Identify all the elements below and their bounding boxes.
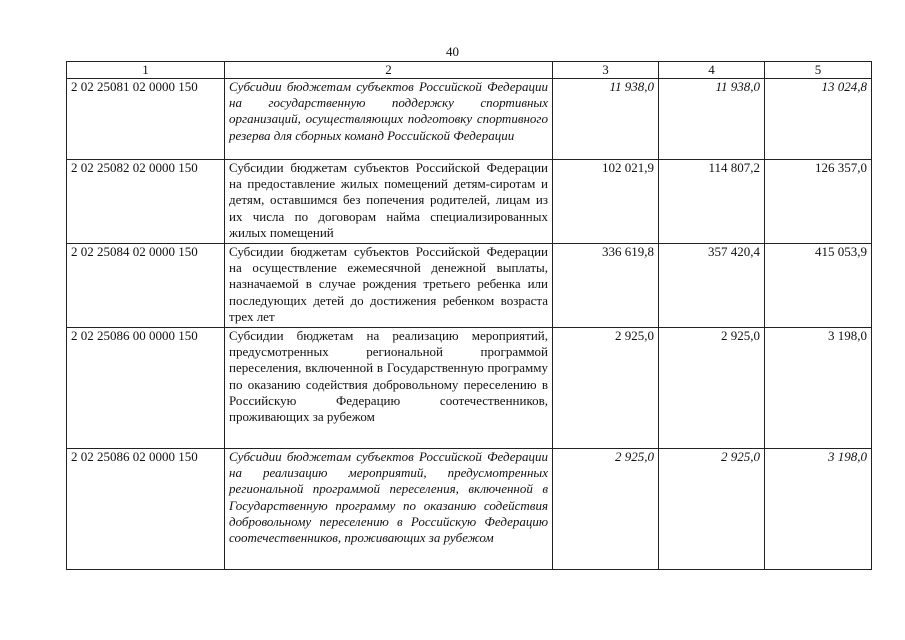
amount-col5: 3 198,0 [765,449,872,570]
amount-col3: 102 021,9 [553,160,659,244]
row-description: Субсидии бюджетам на реализацию мероприятий, предусмотренных региональной программой переселения, включенной в Государственную программу по оказанию содействия добровольному переселению в Российскую Федерацию соотечественников, проживающих за рубежом [225,328,553,449]
row-description: Субсидии бюджетам субъектов Российской Федерации на осуществление ежемесячной денежной выплаты, назначаемой в случае рождения третьего ребенка или последующих детей до достижения ребенком возраста трех лет [225,244,553,328]
budget-code: 2 02 25081 02 0000 150 [67,79,225,160]
table-row [67,160,872,244]
row-description: Субсидии бюджетам субъектов Российской Федерации на государственную поддержку спортивных организаций, осуществляющих подготовку спортивного резерва для сборных команд Российской Федерации [225,79,553,160]
table-row [67,328,872,449]
column-header-3: 3 [553,62,659,79]
budget-code: 2 02 25084 02 0000 150 [67,244,225,328]
budget-table [66,61,872,570]
table-row [67,79,872,160]
budget-code: 2 02 25082 02 0000 150 [67,160,225,244]
amount-col4: 11 938,0 [659,79,765,160]
column-header-2: 2 [225,62,553,79]
column-header-4: 4 [659,62,765,79]
amount-col4: 2 925,0 [659,449,765,570]
amount-col3: 336 619,8 [553,244,659,328]
amount-col3: 2 925,0 [553,449,659,570]
column-header-1: 1 [67,62,225,79]
table-header-row [67,62,872,79]
table-row [67,244,872,328]
amount-col3: 11 938,0 [553,79,659,160]
amount-col4: 114 807,2 [659,160,765,244]
budget-code: 2 02 25086 00 0000 150 [67,328,225,449]
budget-code: 2 02 25086 02 0000 150 [67,449,225,570]
row-description: Субсидии бюджетам субъектов Российской Федерации на предоставление жилых помещений детям-сиротам и детям, оставшимся без попечения родителей, лицам из их числа по договорам найма специализированных жилых помещений [225,160,553,244]
amount-col4: 357 420,4 [659,244,765,328]
amount-col5: 3 198,0 [765,328,872,449]
amount-col4: 2 925,0 [659,328,765,449]
column-header-5: 5 [765,62,872,79]
amount-col5: 126 357,0 [765,160,872,244]
table-row [67,449,872,570]
amount-col5: 415 053,9 [765,244,872,328]
page-number: 40 [446,44,459,59]
amount-col3: 2 925,0 [553,328,659,449]
row-description: Субсидии бюджетам субъектов Российской Федерации на реализацию мероприятий, предусмотренных региональной программой переселения, включенной в Государственную программу по оказанию содействия добровольному переселению в Российскую Федерацию соотечественников, проживающих за рубежом [225,449,553,570]
amount-col5: 13 024,8 [765,79,872,160]
